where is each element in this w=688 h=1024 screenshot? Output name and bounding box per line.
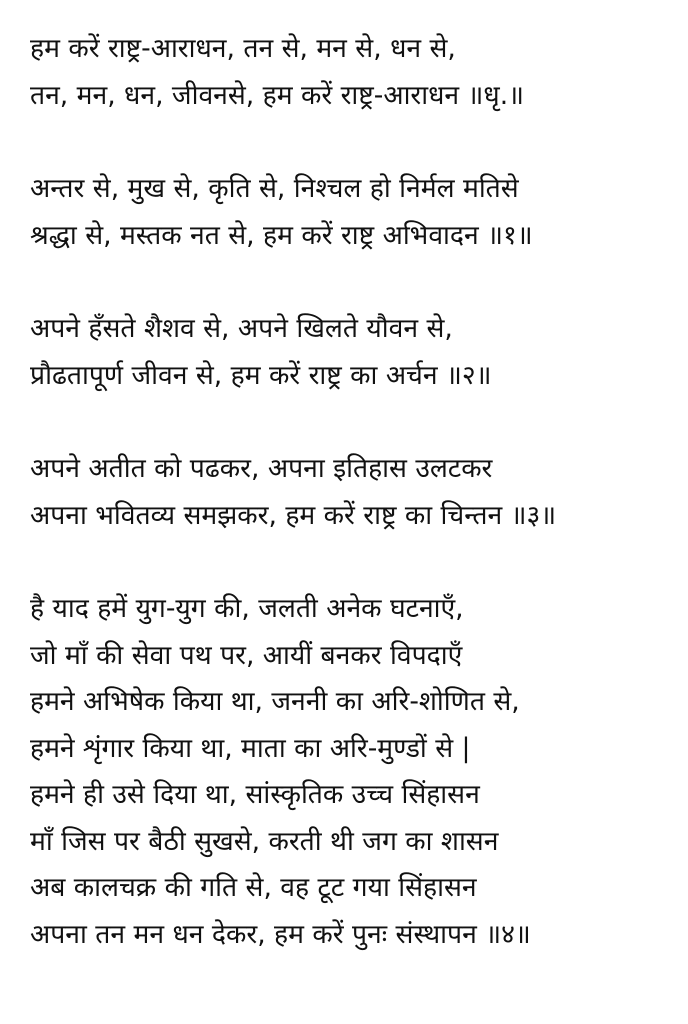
poem-line: अपना तन मन धन देकर, हम करें पुनः संस्थापन ॥४॥ <box>30 918 531 950</box>
stanza-4 <box>30 586 678 958</box>
poem-line: हम करें राष्ट्र-आराधन, तन से, मन से, धन से, <box>30 33 456 64</box>
stanza-2 <box>30 306 678 399</box>
stanza-refrain <box>30 26 678 119</box>
poem-line: हमने अभिषेक किया था, जननी का अरि-शोणित से, <box>30 686 520 717</box>
stanza-3 <box>30 446 678 539</box>
poem-line: अपने हँसते शैशव से, अपने खिलते यौवन से, <box>30 313 453 344</box>
poem-document <box>30 26 678 958</box>
poem-line: अब कालचक्र की गति से, वह टूट गया सिंहासन <box>30 872 477 903</box>
poem-line: अपने अतीत को पढकर, अपना इतिहास उलटकर <box>30 453 493 484</box>
stanza-1 <box>30 166 678 259</box>
poem-line: अन्तर से, मुख से, कृति से, निश्चल हो निर्मल मतिसे <box>30 173 519 204</box>
poem-line: है याद हमें युग-युग की, जलती अनेक घटनाएँ, <box>30 593 464 624</box>
poem-line: हमने शृंगार किया था, माता का अरि-मुण्डों से | <box>30 732 471 764</box>
poem-line: हमने ही उसे दिया था, सांस्कृतिक उच्च सिंहासन <box>30 779 480 810</box>
poem-line: श्रद्धा से, मस्तक नत से, हम करें राष्ट्र अभिवादन ॥१॥ <box>30 219 533 251</box>
poem-line: माँ जिस पर बैठी सुखसे, करती थी जग का शासन <box>30 825 499 857</box>
poem-line: अपना भवितव्य समझकर, हम करें राष्ट्र का चिन्तन ॥३॥ <box>30 499 557 531</box>
poem-line: जो माँ की सेवा पथ पर, आयीं बनकर विपदाएँ <box>30 639 463 671</box>
poem-line: प्रौढतापूर्ण जीवन से, हम करें राष्ट्र का अर्चन ॥२॥ <box>30 359 492 391</box>
poem-line: तन, मन, धन, जीवनसे, हम करें राष्ट्र-आराधन ॥धृ.॥ <box>30 79 525 111</box>
